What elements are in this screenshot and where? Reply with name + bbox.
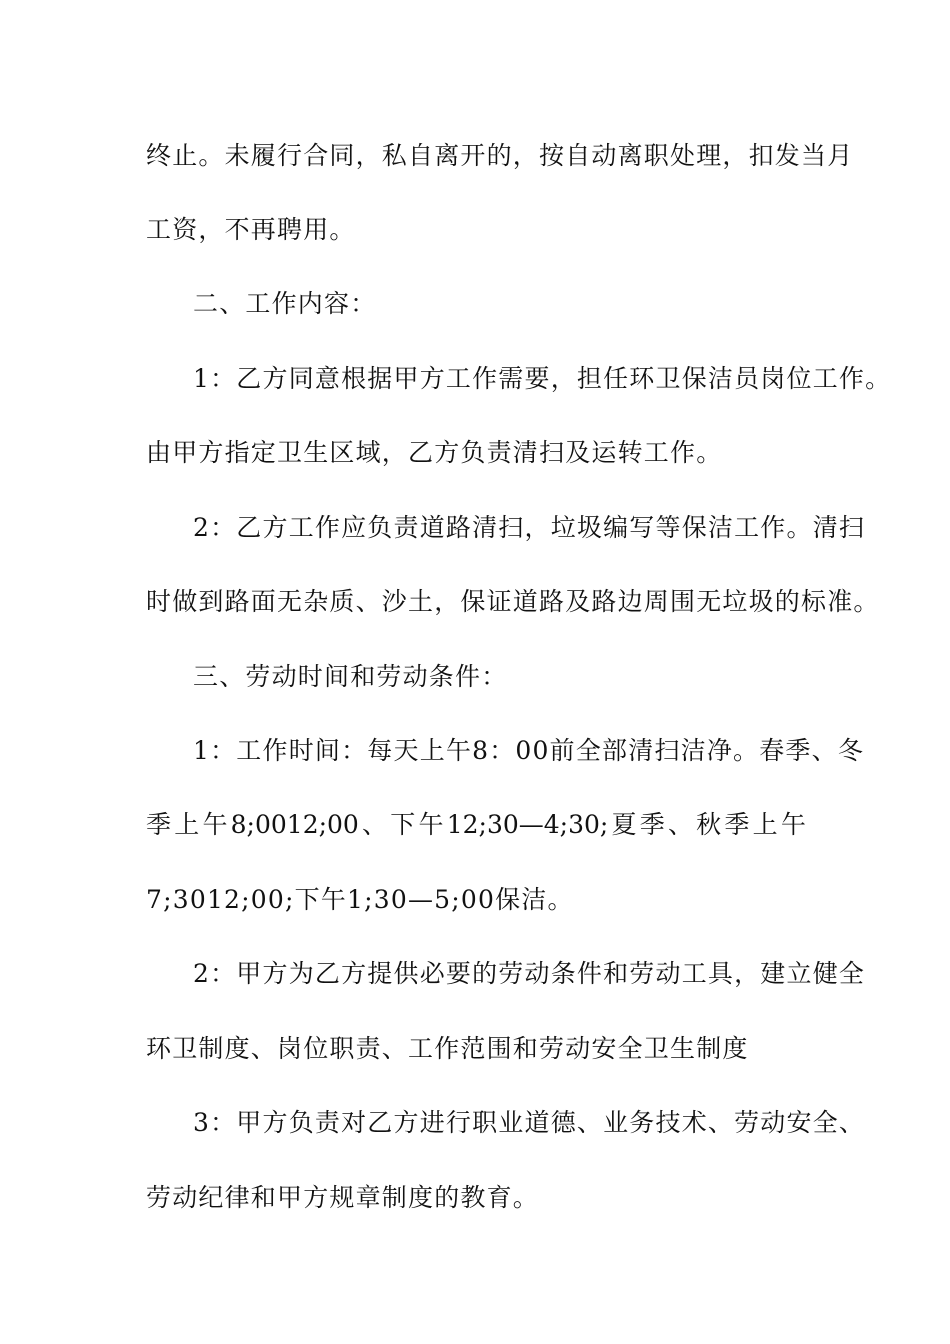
text-fragment: 上 bbox=[752, 810, 778, 839]
text-fragment: 、 bbox=[362, 810, 388, 839]
text-fragment: 上 bbox=[174, 810, 200, 839]
paragraph-line: 终止。未履行合同，私自离开的，按自动离职处理，扣发当月 bbox=[146, 141, 854, 170]
paragraph-line: 时做到路面无杂质、沙土，保证道路及路边周围无垃圾的标准。 bbox=[146, 587, 880, 616]
text-fragment: 8;0012;00 bbox=[230, 810, 359, 839]
paragraph-line: 1：乙方同意根据甲方工作需要，担任环卫保洁员岗位工作。 bbox=[193, 364, 892, 393]
paragraph-line-justified bbox=[146, 808, 806, 842]
text-fragment: 午 bbox=[780, 810, 806, 839]
section-heading: 三、劳动时间和劳动条件： bbox=[193, 662, 508, 691]
paragraph-line: 7;3012;00;下午1;30—5;00保洁。 bbox=[146, 885, 574, 914]
text-fragment: 、 bbox=[667, 810, 693, 839]
text-fragment: 下 bbox=[390, 810, 416, 839]
paragraph-line: 环卫制度、岗位职责、工作范围和劳动安全卫生制度 bbox=[146, 1034, 749, 1063]
text-fragment: 午 bbox=[418, 810, 444, 839]
paragraph-line: 1：工作时间：每天上午8：00前全部清扫洁净。春季、冬 bbox=[193, 736, 865, 765]
text-fragment: 季 bbox=[724, 810, 750, 839]
text-fragment: 午 bbox=[202, 810, 228, 839]
text-fragment: 12;30—4;30; bbox=[446, 810, 609, 839]
paragraph-line: 劳动纪律和甲方规章制度的教育。 bbox=[146, 1183, 540, 1212]
paragraph-line: 2：甲方为乙方提供必要的劳动条件和劳动工具，建立健全 bbox=[193, 959, 866, 988]
paragraph-line: 3：甲方负责对乙方进行职业道德、业务技术、劳动安全、 bbox=[193, 1108, 866, 1137]
paragraph-line: 2：乙方工作应负责道路清扫，垃圾编写等保洁工作。清扫 bbox=[193, 513, 866, 542]
paragraph-line: 工资，不再聘用。 bbox=[146, 215, 356, 244]
text-fragment: 秋 bbox=[696, 810, 722, 839]
paragraph-line: 由甲方指定卫生区域，乙方负责清扫及运转工作。 bbox=[146, 438, 723, 467]
text-fragment: 夏 bbox=[611, 810, 637, 839]
text-fragment: 季 bbox=[146, 810, 172, 839]
text-fragment: 季 bbox=[639, 810, 665, 839]
section-heading: 二、工作内容： bbox=[193, 289, 377, 318]
